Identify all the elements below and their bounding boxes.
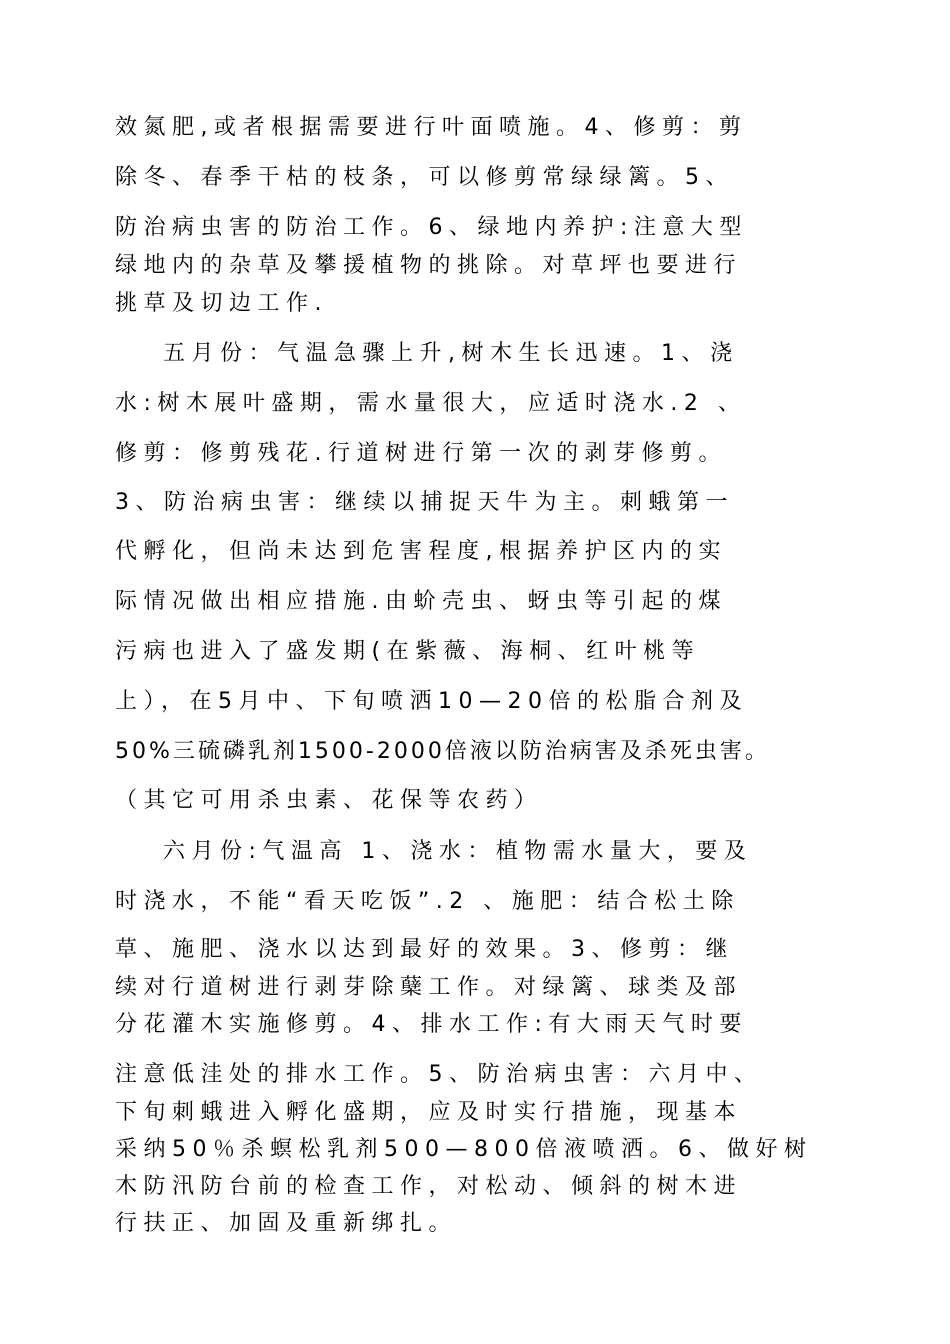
text-line: 上），在5月中、下旬喷洒10—20倍的松脂合剂及 xyxy=(115,689,748,714)
text-line: 续对行道树进行剥芽除蘖工作。对绿篱、球类及部 xyxy=(115,975,743,1000)
text-line: （其它可用杀虫素、花保等农药） xyxy=(115,788,543,813)
text-line: 修剪：修剪残花.行道树进行第一次的剥芽修剪。 xyxy=(115,441,727,466)
text-line: 采纳50％杀螟松乳剂500—800倍液喷洒。6、做好树 xyxy=(115,1137,813,1162)
text-line: 注意低洼处的排水工作。5、防治病虫害：六月中、 xyxy=(115,1062,763,1087)
text-line: 3、防治病虫害：继续以捕捉天牛为主。刺蛾第一 xyxy=(115,490,734,515)
text-line: 下旬刺蛾进入孵化盛期，应及时实行措施，现基本 xyxy=(115,1100,743,1125)
text-line-indented: 六月份:气温高 1、浇水：植物需水量大，要及 xyxy=(163,839,753,864)
text-line: 际情况做出相应措施.由蚧壳虫、蚜虫等引起的煤 xyxy=(115,589,727,614)
text-line: 50%三硫磷乳剂1500-2000倍液以防治病害及杀死虫害。 xyxy=(115,739,770,764)
text-line: 木防汛防台前的检查工作，对松动、倾斜的树木进 xyxy=(115,1174,743,1199)
text-line: 时浇水，不能“看天吃饭”.2 、施肥：结合松土除 xyxy=(115,889,740,914)
text-line: 代孵化，但尚未达到危害程度,根据养护区内的实 xyxy=(115,539,727,564)
text-line: 分花灌木实施修剪。4、排水工作:有大雨天气时要 xyxy=(115,1012,748,1037)
text-line: 草、施肥、浇水以达到最好的效果。3、修剪：继 xyxy=(115,937,734,962)
text-line: 污病也进入了盛发期(在紫薇、海桐、红叶桃等 xyxy=(115,639,701,664)
text-line: 水:树木展叶盛期，需水量很大，应适时浇水.2 、 xyxy=(115,391,747,416)
text-line: 效氮肥,或者根据需要进行叶面喷施。4、修剪：剪 xyxy=(115,115,748,140)
text-line: 防治病虫害的防治工作。6、绿地内养护:注意大型 xyxy=(115,215,748,240)
text-line: 行扶正、加固及重新绑扎。 xyxy=(115,1211,458,1236)
text-line: 挑草及切边工作. xyxy=(115,291,328,316)
text-line: 除冬、春季干枯的枝条，可以修剪常绿绿篱。5、 xyxy=(115,165,734,190)
text-line-indented: 五月份：气温急骤上升,树木生长迅速。1、浇 xyxy=(163,341,739,366)
text-line: 绿地内的杂草及攀援植物的挑除。对草坪也要进行 xyxy=(115,253,743,278)
